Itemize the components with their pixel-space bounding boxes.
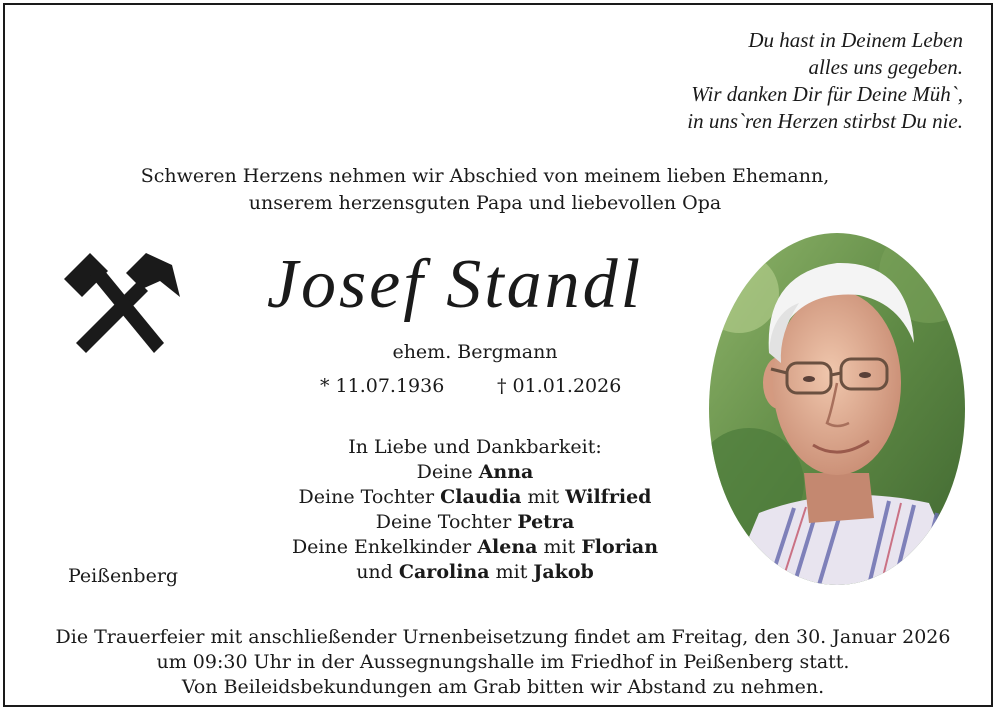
family-heading: In Liebe und Dankbarkeit:: [348, 436, 602, 458]
family-text: Deine: [416, 461, 479, 483]
family-member-name: Anna: [478, 461, 534, 483]
family-member-name: Claudia: [440, 486, 522, 508]
family-line: [245, 460, 705, 485]
family-member-name: Florian: [581, 536, 659, 558]
intro-text: [5, 163, 965, 217]
ceremony-line: Die Trauerfeier mit anschließender Urnenbeisetzung findet am Freitag, den 30. Januar 2026: [55, 626, 951, 648]
intro-line: Schweren Herzens nehmen wir Abschied von meinem lieben Ehemann,: [140, 165, 830, 187]
death-date: † 01.01.2026: [497, 375, 622, 397]
family-signature: [245, 435, 705, 585]
intro-line: unserem herzensguten Papa und liebevollen Opa: [248, 192, 722, 214]
hammer-and-pick-icon: [60, 245, 185, 355]
family-text: Deine Enkelkinder: [291, 536, 478, 558]
family-member-name: Jakob: [533, 561, 594, 583]
poem-line: Wir danken Dir für Deine Müh`,: [691, 82, 963, 106]
family-text: mit: [489, 561, 534, 583]
family-text: Deine Tochter: [375, 511, 518, 533]
family-member-name: Alena: [477, 536, 538, 558]
family-text: Deine Tochter: [298, 486, 441, 508]
ceremony-info: [5, 625, 1000, 700]
poem-line: in uns`ren Herzen stirbst Du nie.: [687, 109, 963, 133]
family-line: [245, 485, 705, 510]
occupation: ehem. Bergmann: [392, 341, 558, 363]
family-text: mit: [521, 486, 566, 508]
family-text: mit: [537, 536, 582, 558]
poem-line: Du hast in Deinem Leben: [748, 28, 963, 52]
obituary-card: [3, 3, 993, 707]
family-text: und: [356, 561, 399, 583]
ceremony-line: Von Beileidsbekundungen am Grab bitten wir Abstand zu nehmen.: [181, 676, 825, 698]
poem: [687, 27, 963, 135]
family-member-name: Carolina: [398, 561, 490, 583]
family-member-name: Petra: [517, 511, 575, 533]
portrait-photo: [709, 233, 965, 585]
family-member-name: Wilfried: [565, 486, 652, 508]
birth-date: * 11.07.1936: [320, 375, 445, 397]
family-line: [245, 535, 705, 560]
ceremony-line: um 09:30 Uhr in der Aussegnungshalle im Friedhof in Peißenberg statt.: [156, 651, 850, 673]
poem-line: alles uns gegeben.: [808, 55, 963, 79]
family-line: [245, 560, 705, 585]
family-line: [245, 510, 705, 535]
place-name: Peißenberg: [68, 565, 179, 587]
deceased-name: Josef Standl: [266, 246, 644, 323]
